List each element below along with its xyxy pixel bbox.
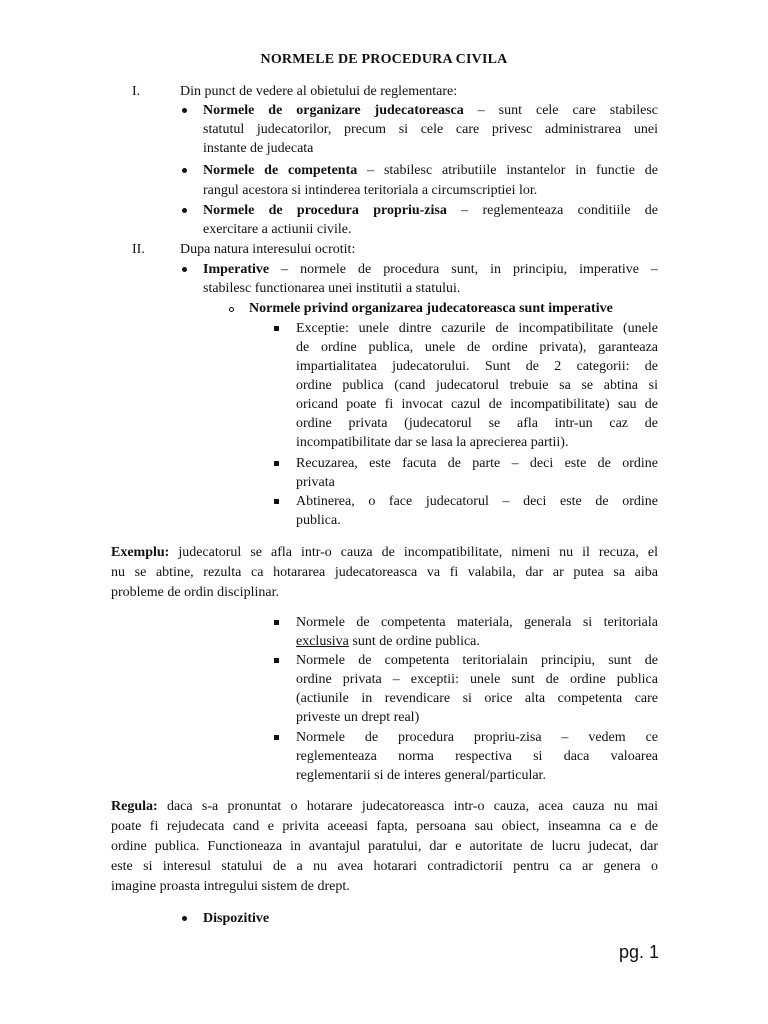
square-bullet-icon: [274, 658, 279, 663]
sub-bullet-organizare-imperative: Normele privind organizarea judecatoreasca sunt imperative: [249, 301, 613, 316]
section-1-numeral: I.: [132, 84, 141, 99]
bullet-procedura-line2: exercitare a actiunii civile.: [203, 222, 352, 237]
procedura-line: reglementarii si de interes general/particular.: [296, 768, 546, 783]
bullet-imperative-line2: stabilesc functionarea unei institutii a statului.: [203, 281, 461, 296]
procedura-line: reglementeaza norma respectiva si daca valoarea: [296, 749, 658, 764]
example-line: nu se abtine, rezulta ca hotararea judecatoreasca va fi valabila, dar ar putea sa aiba: [111, 565, 658, 580]
page-number: pg. 1: [619, 942, 660, 962]
bullet-competenta-line2: rangul acestora si intinderea teritoriala a circumscriptiei lor.: [203, 183, 538, 198]
exceptie-line: Exceptie: unele dintre cazurile de incompatibilitate (unele: [296, 321, 658, 336]
bullet-icon: [182, 208, 187, 213]
section-2-numeral: II.: [132, 242, 145, 257]
competenta-teritoriala-line: ordine privata – exceptii: unele sunt de ordine publica: [296, 672, 658, 687]
dispozitive-heading: Dispozitive: [203, 911, 270, 926]
square-bullet-icon: [274, 326, 279, 331]
section-2-heading: Dupa natura interesului ocrotit:: [180, 242, 356, 257]
square-bullet-icon: [274, 499, 279, 504]
bullet-organizare-line2: statutul judecatorilor, precum si cele care privesc administrarea unei: [203, 122, 658, 137]
competenta-teritoriala-line: priveste un drept real): [296, 710, 420, 725]
rule-line: poate fi rejudecata cand e privita aceeasi fapta, persoana sau obiect, inseamna ca e de: [111, 819, 658, 834]
section-1-heading: Din punct de vedere al obietului de reglementare:: [180, 84, 458, 99]
circle-bullet-icon: [229, 307, 234, 312]
competenta-exclusiva-line2: exclusiva sunt de ordine publica.: [296, 634, 480, 649]
square-bullet-icon: [274, 735, 279, 740]
bullet-icon: [182, 267, 187, 272]
rule-line: imagine proasta intregului sistem de drept.: [111, 879, 350, 894]
rule-line: ordine publica. Functioneaza in avantajul paratului, dar e autoritate de lucru judecat, dar: [111, 839, 658, 854]
exceptie-line: impartialitatea judecatorului. Sunt de 2 categorii: de: [296, 359, 658, 374]
competenta-teritoriala-line: (actiunile in revendicare si orice alta competenta care: [296, 691, 658, 706]
exceptie-line: incompatibilitate dar se lasa la aprecierea partii).: [296, 435, 569, 450]
recuzarea-line: Recuzarea, este facuta de parte – deci este de ordine: [296, 456, 658, 471]
rule-line: este si interesul statului de a nu avea hotarari contradictorii pentru ca ar genera o: [111, 859, 658, 874]
square-bullet-icon: [274, 620, 279, 625]
bullet-procedura: Normele de procedura propriu-zisa – reglementeaza conditiile de: [203, 203, 659, 218]
bullet-organizare: Normele de organizare judecatoreasca – sunt cele care stabilesc: [203, 103, 658, 118]
competenta-teritoriala-line: Normele de competenta teritorialain principiu, sunt de: [296, 653, 658, 668]
example-paragraph: Exemplu: judecatorul se afla intr-o cauza de incompatibilitate, nimeni nu il recuza, el: [111, 545, 658, 560]
bullet-organizare-line3: instante de judecata: [203, 141, 314, 156]
recuzarea-line: privata: [296, 475, 335, 490]
bullet-icon: [182, 916, 187, 921]
abtinerea-line: Abtinerea, o face judecatorul – deci este de ordine: [296, 494, 658, 509]
bullet-icon: [182, 108, 187, 113]
square-bullet-icon: [274, 461, 279, 466]
bullet-imperative: Imperative – normele de procedura sunt, in principiu, imperative –: [203, 262, 658, 277]
bullet-competenta: Normele de competenta – stabilesc atributiile instantelor in functie de: [203, 163, 658, 178]
exceptie-line: ordine publica (cand judecatorul trebuie sa se abtina si: [296, 378, 658, 393]
example-line: probleme de ordin disciplinar.: [111, 585, 279, 600]
exceptie-line: de ordine publica, unele de ordine privata), garanteaza: [296, 340, 658, 355]
page-title: NORMELE DE PROCEDURA CIVILA: [260, 52, 508, 67]
exceptie-line: ordine privata (judecatorul se afla intr-un caz de: [296, 416, 658, 431]
competenta-exclusiva-line: Normele de competenta materiala, generala si teritoriala: [296, 615, 658, 630]
exceptie-line: oricand poate fi invocat cazul de incompatibilitate) sau de: [296, 397, 658, 412]
procedura-line: Normele de procedura propriu-zisa – vedem ce: [296, 730, 658, 745]
rule-paragraph: Regula: daca s-a pronuntat o hotarare judecatoreasca intr-o cauza, acea cauza nu mai: [111, 799, 658, 814]
abtinerea-line: publica.: [296, 513, 341, 528]
bullet-icon: [182, 168, 187, 173]
